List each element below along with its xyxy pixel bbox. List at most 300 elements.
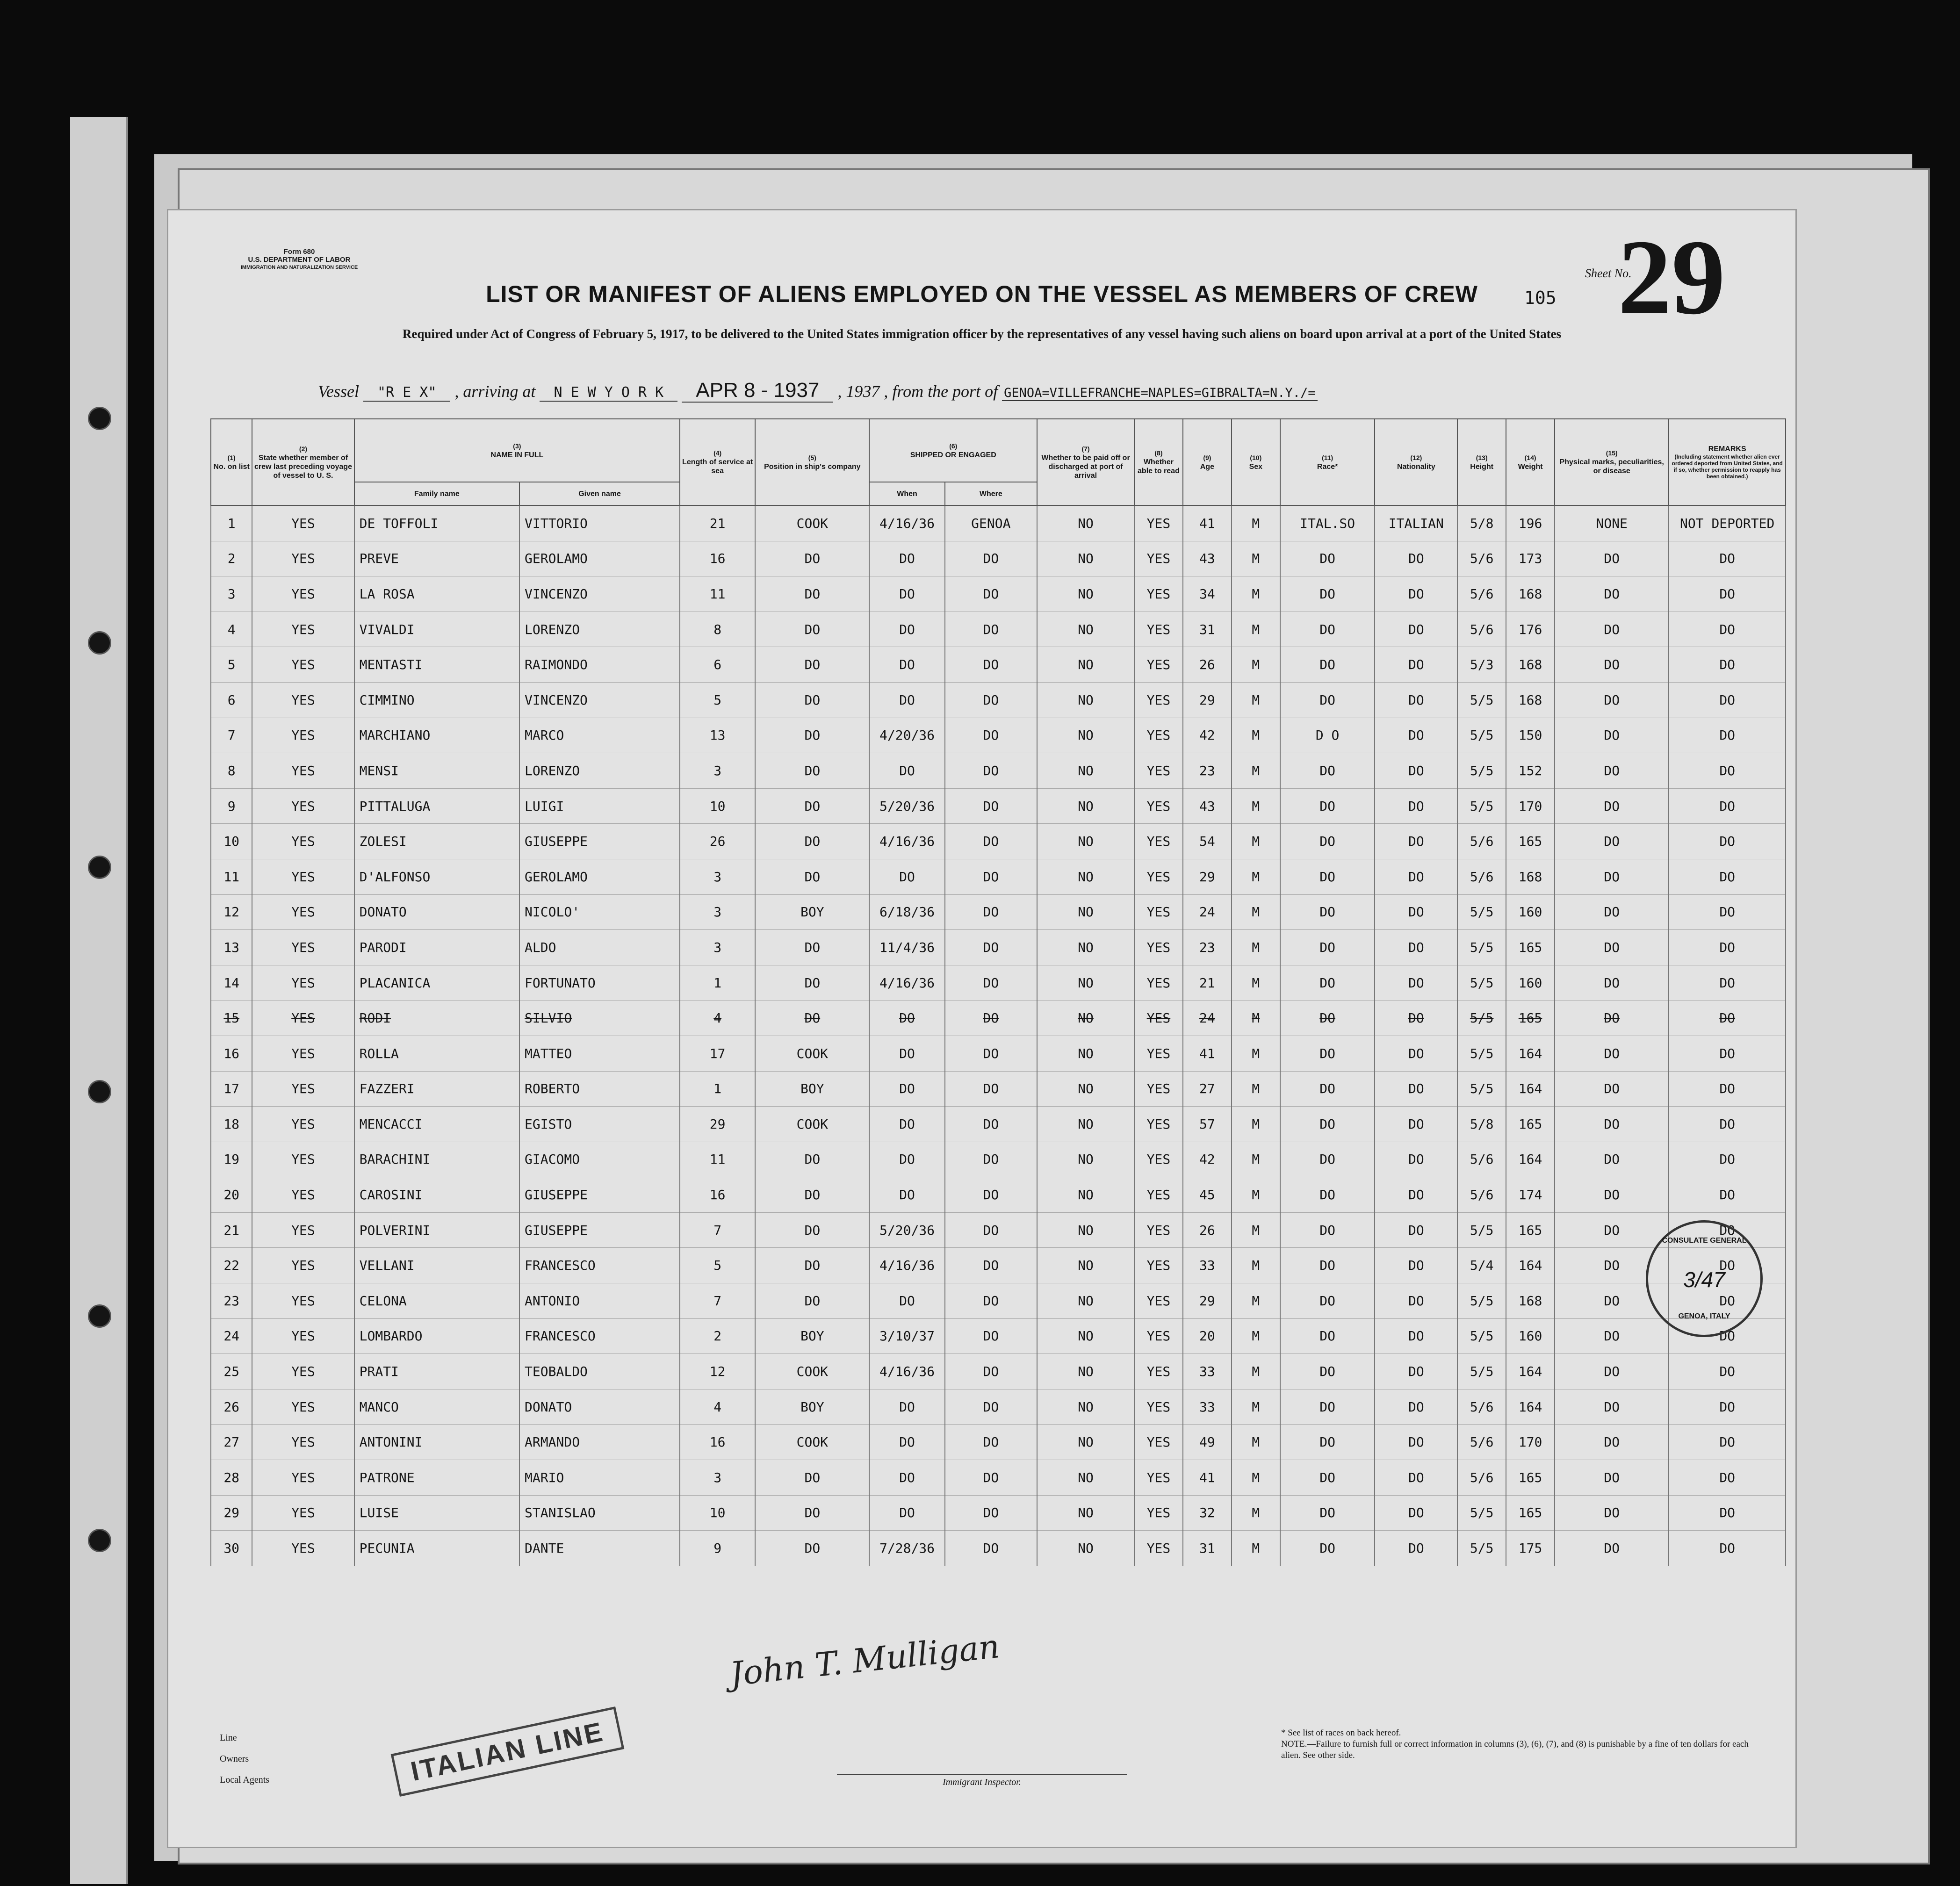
nationality-cell: DO (1375, 1531, 1457, 1566)
height-cell: 5/6 (1457, 576, 1506, 612)
row-number-cell: 21 (211, 1212, 252, 1248)
weight-cell: 168 (1506, 1283, 1555, 1319)
height-cell: 5/5 (1457, 894, 1506, 930)
table-row (211, 682, 1786, 718)
row-number-cell: 25 (211, 1354, 252, 1389)
race-cell: DO (1280, 1071, 1375, 1107)
position-cell: BOY (755, 894, 869, 930)
weight-cell: 165 (1506, 1107, 1555, 1142)
previous-voyage-cell: YES (252, 1212, 354, 1248)
remarks-cell: DO (1669, 1001, 1786, 1036)
sex-cell: M (1232, 1531, 1280, 1566)
given-name-cell: ROBERTO (519, 1071, 680, 1107)
sex-cell: M (1232, 1389, 1280, 1425)
paid-off-cell: NO (1037, 1283, 1134, 1319)
age-cell: 33 (1183, 1389, 1232, 1425)
weight-cell: 170 (1506, 1425, 1555, 1460)
shipped-where-cell: DO (945, 1177, 1038, 1213)
shipped-where-cell: DO (945, 824, 1038, 859)
remarks-cell: DO (1669, 1248, 1786, 1283)
line-label: Line (220, 1733, 237, 1743)
nationality-cell: DO (1375, 612, 1457, 647)
nationality-cell: DO (1375, 541, 1457, 576)
family-name-cell: CAROSINI (354, 1177, 519, 1213)
given-name-cell: GIACOMO (519, 1142, 680, 1177)
race-cell: DO (1280, 1212, 1375, 1248)
col-header-where: Where (945, 482, 1038, 505)
given-name-cell: DANTE (519, 1531, 680, 1566)
shipped-when-cell: DO (869, 541, 944, 576)
arriving-label: , arriving at (454, 382, 536, 401)
sex-cell: M (1232, 1036, 1280, 1071)
length-of-service-cell: 11 (680, 1142, 755, 1177)
shipped-when-cell: DO (869, 576, 944, 612)
remarks-cell: DO (1669, 682, 1786, 718)
position-cell: DO (755, 1248, 869, 1283)
able-to-read-cell: YES (1134, 1177, 1183, 1213)
height-cell: 5/6 (1457, 1177, 1506, 1213)
given-name-cell: RAIMONDO (519, 647, 680, 683)
fine-note: NOTE.—Failure to furnish full or correct information in columns (3), (6), (7), and (8) is punishable by a fine of ten dollars for each alien. See other side. (1281, 1739, 1749, 1760)
position-cell: DO (755, 930, 869, 965)
italian-line-stamp: ITALIAN LINE (391, 1706, 624, 1797)
position-cell: DO (755, 576, 869, 612)
col-header-position: (5) Position in ship's company (755, 419, 869, 505)
weight-cell: 150 (1506, 718, 1555, 753)
age-cell: 45 (1183, 1177, 1232, 1213)
sex-cell: M (1232, 824, 1280, 859)
local-agents-label: Local Agents (220, 1775, 270, 1785)
shipped-when-cell: 5/20/36 (869, 788, 944, 824)
previous-voyage-cell: YES (252, 1071, 354, 1107)
able-to-read-cell: YES (1134, 1495, 1183, 1531)
able-to-read-cell: YES (1134, 576, 1183, 612)
remarks-cell: DO (1669, 1107, 1786, 1142)
age-cell: 26 (1183, 1212, 1232, 1248)
race-cell: DO (1280, 1248, 1375, 1283)
shipped-where-cell: DO (945, 1495, 1038, 1531)
shipped-when-cell: 5/20/36 (869, 1212, 944, 1248)
weight-cell: 164 (1506, 1071, 1555, 1107)
shipped-when-cell: DO (869, 682, 944, 718)
shipped-when-cell: DO (869, 1460, 944, 1496)
paid-off-cell: NO (1037, 965, 1134, 1001)
given-name-cell: VINCENZO (519, 682, 680, 718)
previous-voyage-cell: YES (252, 1142, 354, 1177)
nationality-cell: DO (1375, 859, 1457, 894)
previous-voyage-cell: YES (252, 1248, 354, 1283)
height-cell: 5/6 (1457, 1425, 1506, 1460)
sex-cell: M (1232, 647, 1280, 683)
race-cell: DO (1280, 612, 1375, 647)
shipped-when-cell: 7/28/36 (869, 1531, 944, 1566)
nationality-cell: DO (1375, 1318, 1457, 1354)
sex-cell: M (1232, 753, 1280, 789)
position-cell: DO (755, 753, 869, 789)
length-of-service-cell: 3 (680, 859, 755, 894)
nationality-cell: ITALIAN (1375, 505, 1457, 541)
shipped-when-cell: 11/4/36 (869, 930, 944, 965)
col-header-nationality: (12) Nationality (1375, 419, 1457, 505)
length-of-service-cell: 17 (680, 1036, 755, 1071)
col-header-race: (11) Race* (1280, 419, 1375, 505)
race-cell: DO (1280, 1142, 1375, 1177)
physical-marks-cell: DO (1555, 1531, 1669, 1566)
able-to-read-cell: YES (1134, 788, 1183, 824)
physical-marks-cell: DO (1555, 965, 1669, 1001)
race-cell: DO (1280, 1283, 1375, 1319)
length-of-service-cell: 4 (680, 1389, 755, 1425)
position-cell: DO (755, 1460, 869, 1496)
physical-marks-cell: DO (1555, 1001, 1669, 1036)
table-row (211, 505, 1786, 541)
year-label: , 1937 , from the port of (837, 382, 998, 401)
seal-handwriting: 3/47 (1683, 1267, 1725, 1292)
weight-cell: 168 (1506, 576, 1555, 612)
height-cell: 5/6 (1457, 1142, 1506, 1177)
able-to-read-cell: YES (1134, 1425, 1183, 1460)
weight-cell: 164 (1506, 1036, 1555, 1071)
height-cell: 5/5 (1457, 682, 1506, 718)
weight-cell: 164 (1506, 1354, 1555, 1389)
position-cell: DO (755, 1212, 869, 1248)
paid-off-cell: NO (1037, 541, 1134, 576)
given-name-cell: GIUSEPPE (519, 1212, 680, 1248)
paid-off-cell: NO (1037, 824, 1134, 859)
weight-cell: 164 (1506, 1142, 1555, 1177)
weight-cell: 165 (1506, 1460, 1555, 1496)
age-cell: 33 (1183, 1248, 1232, 1283)
given-name-cell: DONATO (519, 1389, 680, 1425)
weight-cell: 168 (1506, 647, 1555, 683)
physical-marks-cell: DO (1555, 1248, 1669, 1283)
age-cell: 20 (1183, 1318, 1232, 1354)
able-to-read-cell: YES (1134, 647, 1183, 683)
nationality-cell: DO (1375, 930, 1457, 965)
family-name-cell: D'ALFONSO (354, 859, 519, 894)
previous-voyage-cell: YES (252, 930, 354, 965)
weight-cell: 165 (1506, 824, 1555, 859)
height-cell: 5/3 (1457, 647, 1506, 683)
physical-marks-cell: DO (1555, 859, 1669, 894)
length-of-service-cell: 2 (680, 1318, 755, 1354)
vessel-label: Vessel (318, 382, 359, 401)
row-number-cell: 23 (211, 1283, 252, 1319)
binder-hole (88, 1529, 111, 1552)
able-to-read-cell: YES (1134, 1354, 1183, 1389)
table-row (211, 576, 1786, 612)
given-name-cell: EGISTO (519, 1107, 680, 1142)
remarks-cell: DO (1669, 1177, 1786, 1213)
height-cell: 5/5 (1457, 1283, 1506, 1319)
given-name-cell: LUIGI (519, 788, 680, 824)
form-department: U.S. DEPARTMENT OF LABOR (248, 256, 351, 264)
vessel-name: "R E X" (363, 384, 450, 402)
family-name-cell: BARACHINI (354, 1142, 519, 1177)
family-name-cell: MENSI (354, 753, 519, 789)
sex-cell: M (1232, 1107, 1280, 1142)
given-name-cell: GIUSEPPE (519, 1177, 680, 1213)
previous-voyage-cell: YES (252, 1107, 354, 1142)
remarks-cell: DO (1669, 1318, 1786, 1354)
shipped-when-cell: DO (869, 1177, 944, 1213)
table-row (211, 965, 1786, 1001)
paid-off-cell: NO (1037, 1107, 1134, 1142)
able-to-read-cell: YES (1134, 824, 1183, 859)
inspector-signature: John T. Mulligan (728, 1627, 1002, 1694)
shipped-where-cell: DO (945, 1425, 1038, 1460)
age-cell: 29 (1183, 859, 1232, 894)
age-cell: 42 (1183, 718, 1232, 753)
sex-cell: M (1232, 505, 1280, 541)
weight-cell: 160 (1506, 1318, 1555, 1354)
position-cell: BOY (755, 1318, 869, 1354)
shipped-where-cell: DO (945, 612, 1038, 647)
remarks-cell: DO (1669, 647, 1786, 683)
able-to-read-cell: YES (1134, 541, 1183, 576)
physical-marks-cell: DO (1555, 1389, 1669, 1425)
position-cell: DO (755, 682, 869, 718)
height-cell: 5/6 (1457, 1389, 1506, 1425)
age-cell: 54 (1183, 824, 1232, 859)
paid-off-cell: NO (1037, 1036, 1134, 1071)
sex-cell: M (1232, 965, 1280, 1001)
family-name-cell: DONATO (354, 894, 519, 930)
race-cell: DO (1280, 1001, 1375, 1036)
shipped-where-cell: DO (945, 1354, 1038, 1389)
previous-voyage-cell: YES (252, 1318, 354, 1354)
paid-off-cell: NO (1037, 1177, 1134, 1213)
shipped-where-cell: DO (945, 894, 1038, 930)
family-name-cell: ZOLESI (354, 824, 519, 859)
age-cell: 57 (1183, 1107, 1232, 1142)
shipped-when-cell: DO (869, 1107, 944, 1142)
able-to-read-cell: YES (1134, 1318, 1183, 1354)
height-cell: 5/6 (1457, 859, 1506, 894)
remarks-cell: DO (1669, 1354, 1786, 1389)
row-number-cell: 12 (211, 894, 252, 930)
position-cell: COOK (755, 1425, 869, 1460)
length-of-service-cell: 7 (680, 1283, 755, 1319)
height-cell: 5/5 (1457, 930, 1506, 965)
paid-off-cell: NO (1037, 612, 1134, 647)
race-cell: DO (1280, 1107, 1375, 1142)
binder-hole (88, 1304, 111, 1328)
given-name-cell: MATTEO (519, 1036, 680, 1071)
race-cell: ITAL.SO (1280, 505, 1375, 541)
race-cell: DO (1280, 576, 1375, 612)
physical-marks-cell: NONE (1555, 505, 1669, 541)
shipped-when-cell: DO (869, 1142, 944, 1177)
previous-voyage-cell: YES (252, 1389, 354, 1425)
previous-voyage-cell: YES (252, 718, 354, 753)
given-name-cell: ALDO (519, 930, 680, 965)
age-cell: 43 (1183, 788, 1232, 824)
table-row (211, 1495, 1786, 1531)
paid-off-cell: NO (1037, 718, 1134, 753)
given-name-cell: GEROLAMO (519, 541, 680, 576)
physical-marks-cell: DO (1555, 894, 1669, 930)
height-cell: 5/5 (1457, 753, 1506, 789)
previous-voyage-cell: YES (252, 612, 354, 647)
family-name-cell: MENTASTI (354, 647, 519, 683)
table-row (211, 1425, 1786, 1460)
binder-hole (88, 631, 111, 655)
age-cell: 33 (1183, 1354, 1232, 1389)
table-row (211, 1389, 1786, 1425)
nationality-cell: DO (1375, 1425, 1457, 1460)
shipped-when-cell: 3/10/37 (869, 1318, 944, 1354)
position-cell: DO (755, 647, 869, 683)
weight-cell: 165 (1506, 1001, 1555, 1036)
nationality-cell: DO (1375, 718, 1457, 753)
race-cell: DO (1280, 788, 1375, 824)
weight-cell: 176 (1506, 612, 1555, 647)
position-cell: DO (755, 1177, 869, 1213)
family-name-cell: MENCACCI (354, 1107, 519, 1142)
row-number-cell: 8 (211, 753, 252, 789)
height-cell: 5/5 (1457, 965, 1506, 1001)
physical-marks-cell: DO (1555, 718, 1669, 753)
physical-marks-cell: DO (1555, 1212, 1669, 1248)
physical-marks-cell: DO (1555, 824, 1669, 859)
sex-cell: M (1232, 682, 1280, 718)
previous-voyage-cell: YES (252, 576, 354, 612)
weight-cell: 164 (1506, 1389, 1555, 1425)
nationality-cell: DO (1375, 824, 1457, 859)
height-cell: 5/5 (1457, 1495, 1506, 1531)
row-number-cell: 27 (211, 1425, 252, 1460)
age-cell: 41 (1183, 505, 1232, 541)
age-cell: 29 (1183, 682, 1232, 718)
weight-cell: 165 (1506, 930, 1555, 965)
length-of-service-cell: 5 (680, 1248, 755, 1283)
paid-off-cell: NO (1037, 576, 1134, 612)
footer-labels (220, 1728, 269, 1791)
height-cell: 5/5 (1457, 1036, 1506, 1071)
sex-cell: M (1232, 1177, 1280, 1213)
age-cell: 42 (1183, 1142, 1232, 1177)
sex-cell: M (1232, 894, 1280, 930)
previous-voyage-cell: YES (252, 1531, 354, 1566)
sex-cell: M (1232, 1283, 1280, 1319)
remarks-cell: DO (1669, 788, 1786, 824)
paid-off-cell: NO (1037, 1212, 1134, 1248)
col-header-no: (1) No. on list (211, 419, 252, 505)
sex-cell: M (1232, 1001, 1280, 1036)
paid-off-cell: NO (1037, 1001, 1134, 1036)
nationality-cell: DO (1375, 1036, 1457, 1071)
able-to-read-cell: YES (1134, 1389, 1183, 1425)
nationality-cell: DO (1375, 1107, 1457, 1142)
row-number-cell: 22 (211, 1248, 252, 1283)
position-cell: DO (755, 612, 869, 647)
position-cell: DO (755, 718, 869, 753)
race-cell: DO (1280, 753, 1375, 789)
nationality-cell: DO (1375, 647, 1457, 683)
row-number-cell: 14 (211, 965, 252, 1001)
weight-cell: 173 (1506, 541, 1555, 576)
paid-off-cell: NO (1037, 1460, 1134, 1496)
race-cell: DO (1280, 1531, 1375, 1566)
age-cell: 31 (1183, 612, 1232, 647)
departure-ports: GENOA=VILLEFRANCHE=NAPLES=GIBRALTA=N.Y./= (1002, 386, 1317, 401)
shipped-where-cell: DO (945, 753, 1038, 789)
col-header-previous-voyage: (2) State whether member of crew last preceding voyage of vessel to U. S. (252, 419, 354, 505)
given-name-cell: VINCENZO (519, 576, 680, 612)
col-header-physical-marks: (15) Physical marks, peculiarities, or disease (1555, 419, 1669, 505)
binder-hole (88, 407, 111, 430)
table-row (211, 1354, 1786, 1389)
row-number-cell: 30 (211, 1531, 252, 1566)
shipped-where-cell: DO (945, 718, 1038, 753)
nationality-cell: DO (1375, 682, 1457, 718)
age-cell: 24 (1183, 1001, 1232, 1036)
physical-marks-cell: DO (1555, 930, 1669, 965)
races-note: * See list of races on back hereof. (1281, 1728, 1401, 1738)
age-cell: 21 (1183, 965, 1232, 1001)
shipped-when-cell: DO (869, 859, 944, 894)
shipped-when-cell: 6/18/36 (869, 894, 944, 930)
previous-voyage-cell: YES (252, 1036, 354, 1071)
paid-off-cell: NO (1037, 930, 1134, 965)
table-row (211, 718, 1786, 753)
remarks-cell: DO (1669, 576, 1786, 612)
able-to-read-cell: YES (1134, 612, 1183, 647)
shipped-where-cell: DO (945, 576, 1038, 612)
immigrant-inspector-label: Immigrant Inspector. (837, 1774, 1127, 1788)
length-of-service-cell: 3 (680, 894, 755, 930)
family-name-cell: PREVE (354, 541, 519, 576)
weight-cell: 168 (1506, 859, 1555, 894)
given-name-cell: NICOLO' (519, 894, 680, 930)
family-name-cell: LUISE (354, 1495, 519, 1531)
row-number-cell: 5 (211, 647, 252, 683)
remarks-cell: DO (1669, 541, 1786, 576)
table-row (211, 1283, 1786, 1319)
given-name-cell: LORENZO (519, 612, 680, 647)
family-name-cell: PECUNIA (354, 1531, 519, 1566)
height-cell: 5/4 (1457, 1248, 1506, 1283)
nationality-cell: DO (1375, 1212, 1457, 1248)
able-to-read-cell: YES (1134, 753, 1183, 789)
shipped-where-cell: DO (945, 1318, 1038, 1354)
physical-marks-cell: DO (1555, 1495, 1669, 1531)
paid-off-cell: NO (1037, 1354, 1134, 1389)
weight-cell: 164 (1506, 1248, 1555, 1283)
height-cell: 5/6 (1457, 824, 1506, 859)
sex-cell: M (1232, 1460, 1280, 1496)
col-header-height: (13) Height (1457, 419, 1506, 505)
nationality-cell: DO (1375, 1389, 1457, 1425)
able-to-read-cell: YES (1134, 1036, 1183, 1071)
shipped-when-cell: DO (869, 1036, 944, 1071)
position-cell: DO (755, 1142, 869, 1177)
position-cell: DO (755, 1001, 869, 1036)
length-of-service-cell: 10 (680, 1495, 755, 1531)
col-header-read: (8) Whether able to read (1134, 419, 1183, 505)
shipped-when-cell: DO (869, 1001, 944, 1036)
race-cell: DO (1280, 647, 1375, 683)
sex-cell: M (1232, 1248, 1280, 1283)
shipped-where-cell: GENOA (945, 505, 1038, 541)
family-name-cell: PATRONE (354, 1460, 519, 1496)
paid-off-cell: NO (1037, 682, 1134, 718)
height-cell: 5/5 (1457, 1318, 1506, 1354)
remarks-cell: DO (1669, 1142, 1786, 1177)
physical-marks-cell: DO (1555, 647, 1669, 683)
consulate-seal (1646, 1220, 1763, 1337)
